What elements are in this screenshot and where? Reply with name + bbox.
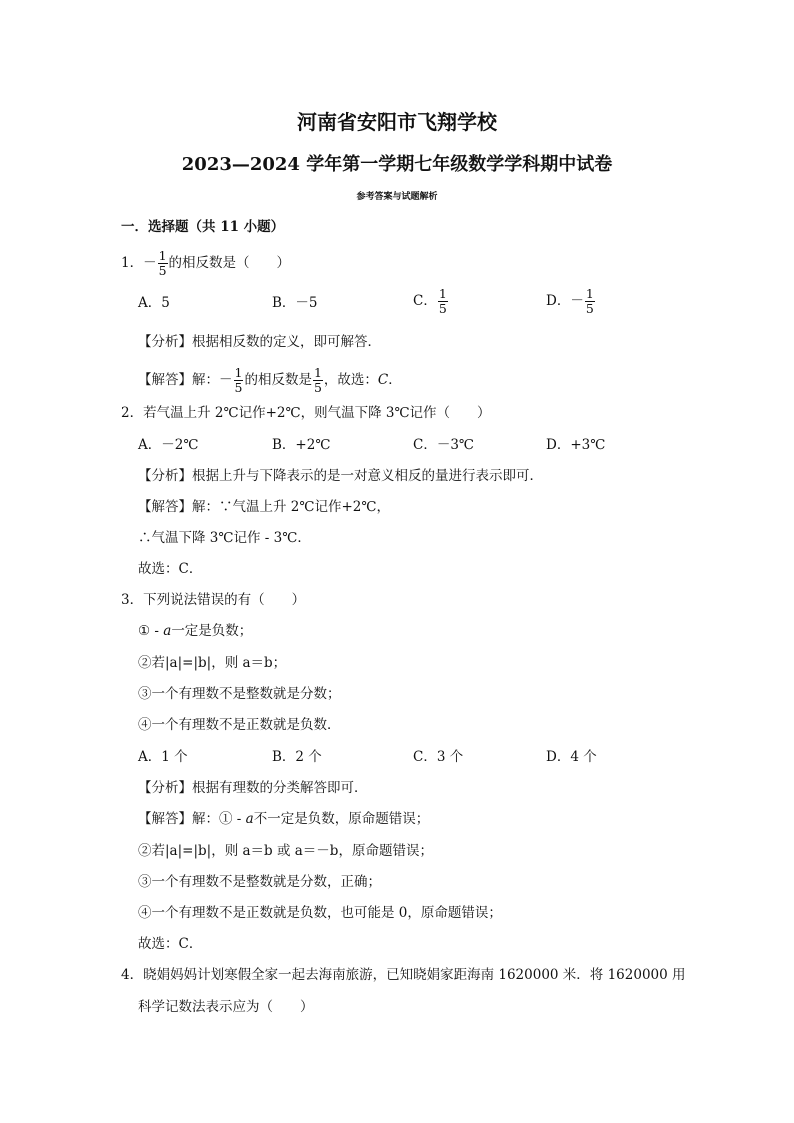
- question-1-answer: [138, 366, 402, 395]
- statement-2: ②若|a|=|b|，则 a＝b；: [138, 655, 287, 671]
- question-4-stem: 4．晓娟妈妈计划寒假全家一起去海南旅游，已知晓娟家距海南 1620000 米．将 1620000 用: [121, 967, 686, 983]
- option-c: C．－3℃: [413, 437, 475, 453]
- statement-text: ① -: [138, 623, 164, 639]
- question-3-answer-line: 故选：C．: [138, 936, 203, 952]
- answer-prefix: 【解答】解：－: [138, 372, 233, 388]
- school-title: 河南省安阳市飞翔学校: [297, 110, 497, 134]
- question-2-answer-line: ∴气温下降 3℃记作 - 3℃．: [138, 530, 311, 546]
- question-2-stem: 2．若气温上升 2℃记作+2℃，则气温下降 3℃记作（ ）: [121, 405, 491, 421]
- fraction-denominator: 5: [158, 263, 167, 278]
- answer-text: 的相反数是: [244, 372, 312, 388]
- option-b: B．－5: [272, 295, 318, 311]
- variable: a: [163, 623, 172, 639]
- answer-text: 【解答】解：① -: [138, 811, 246, 827]
- question-4-stem-continued: 科学记数法表示应为（ ）: [138, 999, 314, 1015]
- option-d: [546, 287, 596, 316]
- question-number: 1．: [121, 255, 144, 271]
- question-3-answer-line: ③一个有理数不是整数就是分数，正确；: [138, 874, 381, 890]
- minus-sign: －: [143, 255, 157, 271]
- question-text: 的相反数是（ ）: [168, 255, 291, 271]
- option-label: D．－: [546, 293, 584, 309]
- fraction: [313, 366, 323, 395]
- fraction-numerator: 1: [313, 365, 322, 380]
- question-1-analysis: 【分析】根据相反数的定义，即可解答．: [138, 334, 381, 350]
- option-b: B．+2℃: [272, 437, 331, 453]
- fraction-denominator: 5: [234, 380, 243, 395]
- option-d: D．4 个: [546, 749, 597, 765]
- fraction-numerator: 1: [438, 286, 447, 301]
- statement-1: [138, 622, 252, 640]
- fraction: [158, 249, 168, 278]
- fraction-denominator: 5: [585, 301, 594, 316]
- statement-text: 一定是负数；: [171, 623, 253, 639]
- question-1-stem: [121, 249, 290, 278]
- question-3-answer-line: ②若|a|=|b|，则 a＝b 或 a＝－b，原命题错误；: [138, 843, 433, 859]
- exam-title: 2023—2024 学年第一学期七年级数学学科期中试卷: [181, 154, 613, 175]
- fraction-numerator: 1: [585, 286, 594, 301]
- section-heading: 一．选择题（共 11 小题）: [121, 219, 285, 235]
- exam-subtitle: 参考答案与试题解析: [356, 192, 438, 202]
- answer-choice: C: [377, 372, 389, 388]
- option-d: D．+3℃: [546, 437, 606, 453]
- statement-3: ③一个有理数不是整数就是分数；: [138, 686, 341, 702]
- option-a: A．5: [138, 295, 170, 311]
- question-3-answer-line: ④一个有理数不是正数就是负数，也可能是 0，原命题错误；: [138, 905, 502, 921]
- question-2-answer-line: 故选：C．: [138, 561, 203, 577]
- option-c: [413, 287, 449, 316]
- fraction: [585, 287, 595, 316]
- statement-4: ④一个有理数不是正数就是负数．: [138, 717, 341, 733]
- option-a: A．1 个: [138, 749, 188, 765]
- question-3-analysis: 【分析】根据有理数的分类解答即可．: [138, 780, 368, 796]
- fraction-numerator: 1: [158, 248, 167, 263]
- question-2-analysis: 【分析】根据上升与下降表示的是一对意义相反的量进行表示即可．: [138, 468, 543, 484]
- answer-text: ．: [388, 372, 402, 388]
- option-c: C．3 个: [413, 749, 464, 765]
- fraction-denominator: 5: [438, 301, 447, 316]
- option-label: C．: [413, 293, 437, 309]
- answer-text: ，故选：: [323, 372, 378, 388]
- question-3-answer-line: [138, 810, 429, 828]
- fraction: [438, 287, 448, 316]
- option-b: B．2 个: [272, 749, 322, 765]
- fraction-denominator: 5: [313, 380, 322, 395]
- question-2-answer-line: 【解答】解：∵气温上升 2℃记作+2℃，: [138, 499, 390, 515]
- fraction: [234, 366, 244, 395]
- fraction-numerator: 1: [234, 365, 243, 380]
- variable: a: [245, 811, 254, 827]
- question-3-stem: 3．下列说法错误的有（ ）: [121, 592, 306, 608]
- answer-text: 不一定是负数，原命题错误；: [253, 811, 430, 827]
- option-a: A．－2℃: [138, 437, 199, 453]
